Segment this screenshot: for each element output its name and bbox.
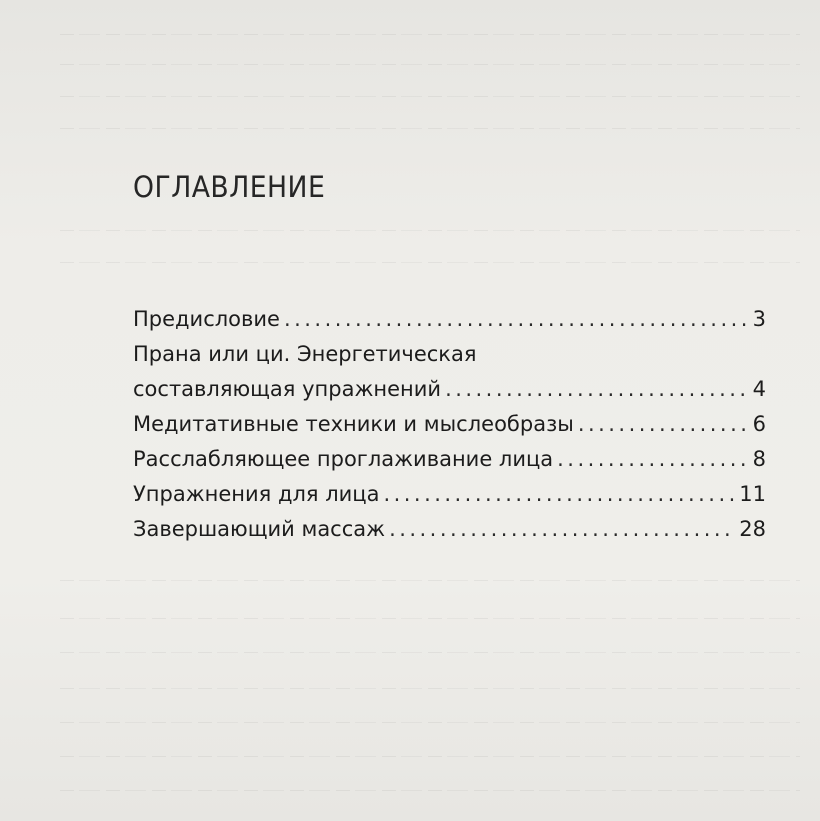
bleed-through-text [60,96,800,97]
toc-entry-line [133,477,766,512]
bleed-through-text [60,64,800,65]
toc-dot-leader [383,477,734,512]
toc-entry-line [133,442,766,477]
toc-entry-title: Медитативные техники и мыслеобразы [133,412,574,436]
toc-page-number: 28 [739,517,766,541]
toc-entry-line [133,372,766,407]
toc-list [133,302,766,547]
bleed-through-text [60,34,800,35]
bleed-through-text [60,652,800,653]
bleed-through-text [60,618,800,619]
toc-page-number: 8 [752,447,766,471]
bleed-through-text [60,580,800,581]
toc-page-number: 6 [752,412,766,436]
bleed-through-text [60,262,800,263]
toc-entry-line [133,337,766,372]
toc-entry-title: Прана или ци. Энергетическая [133,342,477,366]
bleed-through-text [60,722,800,723]
toc-entry-title: Предисловие [133,307,280,331]
bleed-through-text [60,790,800,791]
toc-heading: ОГЛАВЛЕНИЕ [133,170,326,204]
toc-entry-line [133,302,766,337]
toc-dot-leader [578,407,748,442]
toc-page-number: 3 [752,307,766,331]
toc-dot-leader [284,302,748,337]
toc-entry[interactable] [133,512,766,547]
toc-dot-leader [445,372,748,407]
toc-entry-title: Упражнения для лица [133,482,380,506]
bleed-through-text [60,230,800,231]
toc-entry-line [133,407,766,442]
toc-entry-title: Завершающий массаж [133,517,386,541]
toc-page-number: 11 [739,482,766,506]
bleed-through-text [60,128,800,129]
toc-dot-leader [389,512,734,547]
toc-entry-title: Расслабляющее проглаживание лица [133,447,554,471]
toc-entry[interactable] [133,442,766,477]
toc-entry-title-continued: составляющая упражнений [133,377,442,401]
toc-entry[interactable] [133,407,766,442]
bleed-through-text [60,688,800,689]
toc-entry[interactable] [133,302,766,337]
toc-entry[interactable] [133,477,766,512]
toc-dot-leader [557,442,747,477]
toc-entry-line [133,512,766,547]
toc-entry[interactable] [133,337,766,407]
bleed-through-text [60,756,800,757]
toc-page-number: 4 [752,377,766,401]
